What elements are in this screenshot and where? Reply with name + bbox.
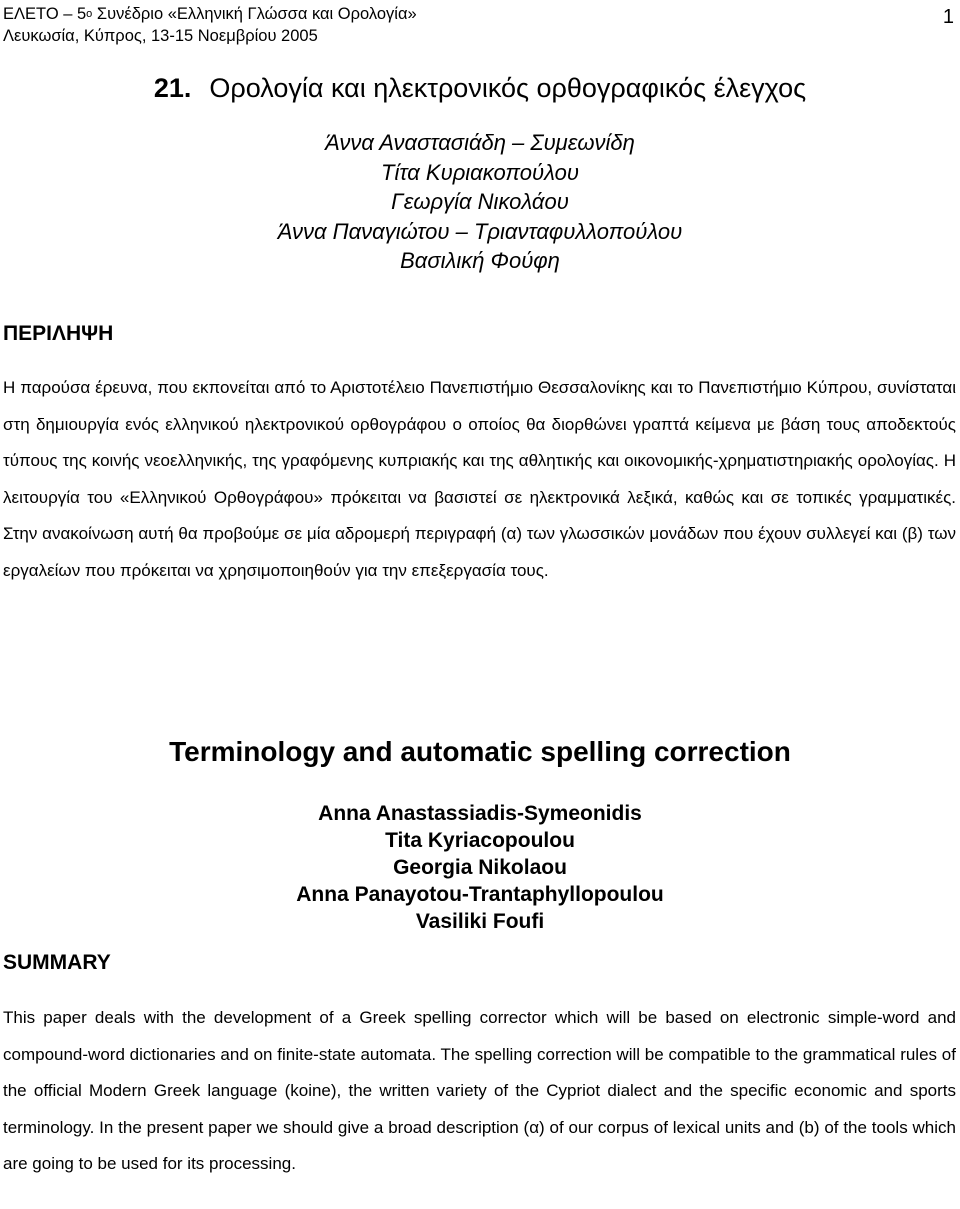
english-summary-heading: SUMMARY — [3, 951, 111, 974]
english-paper-title: Terminology and automatic spelling correction — [169, 736, 791, 767]
page-number: 1 — [942, 6, 954, 28]
running-header-prefix: ΕΛΕΤΟ – 5 — [3, 5, 87, 23]
greek-author-list — [0, 128, 960, 276]
greek-abstract-heading: ΠΕΡΙΛΗΨΗ — [3, 322, 114, 345]
english-author: Vasiliki Foufi — [415, 910, 545, 933]
running-header-location: Λευκωσία, Κύπρος, 13-15 Νοεμβρίου 2005 — [3, 27, 318, 45]
english-author: Tita Kyriacopoulou — [385, 829, 575, 852]
english-author: Georgia Nikolaou — [393, 856, 567, 879]
running-header-conference — [3, 4, 417, 26]
greek-title-text: Ορολογία και ηλεκτρονικός ορθογραφικός έλεγχος — [209, 73, 807, 103]
english-author: Anna Panayotou-Trantaphyllopoulou — [296, 883, 664, 906]
greek-author: Γεωργία Νικολάου — [391, 189, 569, 214]
paper-number: 21. — [153, 73, 192, 103]
greek-author: Βασιλική Φούφη — [400, 248, 560, 273]
english-author-list — [0, 800, 960, 935]
english-author: Anna Anastassiadis-Symeonidis — [318, 802, 642, 825]
running-header-suffix: Συνέδριο «Ελληνική Γλώσσα και Ορολογία» — [92, 5, 417, 23]
greek-paper-title — [0, 68, 960, 108]
greek-abstract-text: Η παρούσα έρευνα, που εκπονείται από το Αριστοτέλειο Πανεπιστήμιο Θεσσαλονίκης και το Πανεπιστήμιο Κύπρου, συνίσταται στη δημιουργία ενός ελληνικού ηλεκτρονικού ορθογράφου ο οποίος θα διορθώνει γραπτά κείμενα με βάση τους αποδεκτούς τύπους της κοινής νεοελληνικής, της γραφόμενης κυπριακής και της αθλητικής και οικονομικής-χρηματιστηριακής ορολογίας. Η λειτουργία του «Ελληνικού Ορθογράφου» πρόκειται να βασιστεί σε ηλεκτρονικά λεξικά, καθώς και σε τοπικές γραμματικές. Στην ανακοίνωση αυτή θα προβούμε σε μία αδρομερή περιγραφή (α) των γλωσσικών μονάδων που έχουν συλλεγεί και (β) των εργαλείων που πρόκειται να χρησιμοποιηθούν για την επεξεργασία τους. — [3, 378, 956, 580]
greek-author: Άννα Αναστασιάδη – Συμεωνίδη — [325, 130, 635, 155]
english-summary-text: This paper deals with the development of a Greek spelling corrector which will be based on electronic simple-word and compound-word dictionaries and on finite-state automata. The spelling correction will be compatible to the grammatical rules of the official Modern Greek language (koine), the written variety of the Cypriot dialect and the specific economic and sports terminology. In the present paper we should give a broad description (α) of our corpus of lexical units and (b) of the tools which are going to be used for its processing. — [3, 1008, 956, 1173]
greek-author: Άννα Παναγιώτου – Τριανταφυλλοπούλου — [277, 218, 683, 244]
running-header-superscript: ο — [86, 8, 93, 20]
greek-author: Τίτα Κυριακοπούλου — [381, 159, 579, 185]
